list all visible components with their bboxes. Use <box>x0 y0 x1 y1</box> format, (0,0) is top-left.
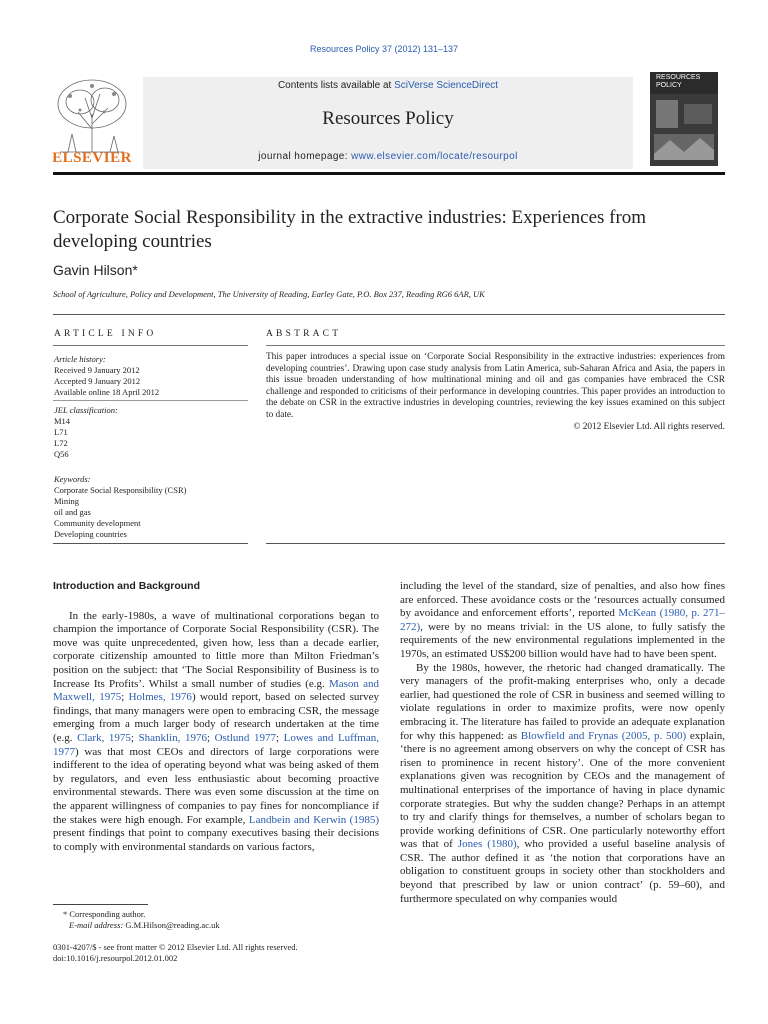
author-name[interactable]: Gavin Hilson <box>53 262 133 278</box>
author-line <box>53 262 138 278</box>
accepted-date: Accepted 9 January 2012 <box>54 376 141 386</box>
keyword: Community development <box>54 518 141 528</box>
body-column-right <box>400 580 725 906</box>
abstract-body <box>266 352 725 433</box>
cover-image-icon <box>650 94 718 166</box>
citation-link[interactable]: Holmes, 1976 <box>128 691 192 704</box>
keywords-label: Keywords: <box>54 474 91 484</box>
paragraph-continued <box>400 580 725 662</box>
keywords <box>54 474 249 540</box>
homepage-prefix: journal homepage: <box>258 151 352 162</box>
history-divider <box>53 400 248 401</box>
contents-line <box>143 80 633 91</box>
abstract-text: This paper introduces a special issue on ‘Corporate Social Responsibility in the extractive industries: experiences from developing countries’. Drawing upon case study analysis from Latin America, sub-Saharan Africa and Asia, the papers in this issue broaden understanding of how multinational mining and oil and gas companies have embraced the CSR challenge and responded to criticisms of their performance in developing countries. This paper provides an introduction to the debate on CSR in the extractive industries in developing countries, reviewing the key issues examined on this subject to date. <box>266 352 725 420</box>
keyword: Developing countries <box>54 529 127 539</box>
jel-classification <box>54 405 249 460</box>
journal-homepage-line <box>143 151 633 162</box>
text-run: present findings that point to company executives basing their decisions to comply with environmental standards on various factors, <box>53 827 379 853</box>
corresponding-author-mark[interactable]: * <box>132 262 138 278</box>
keyword: oil and gas <box>54 507 91 517</box>
article-history <box>54 354 249 398</box>
history-label: Article history: <box>54 354 106 364</box>
paragraph <box>53 610 379 855</box>
citation-link[interactable]: Lowes and Luffman, 1977 <box>53 731 379 758</box>
contents-prefix: Contents lists available at <box>277 80 395 91</box>
cover-title: RESOURCES POLICY <box>656 74 701 89</box>
text-run: ) was that most CEOs and directors of large corporations were indifferent to the idea of operating beyond what was being asked of them by regulators, and even less enthusiastic about becoming proactive environmental stewards. There was even some discussion at the time on the apparent willingness of companies to pay fines for noncompliance if the stakes were high enough. For example, <box>53 745 379 826</box>
jel-label: JEL classification: <box>54 405 118 415</box>
article-info-rule <box>53 345 248 346</box>
corresponding-note: * Corresponding author. <box>63 909 146 919</box>
article-title: Corporate Social Responsibility in the extractive industries: Experiences from developing countries <box>53 207 647 252</box>
email-address[interactable]: G.M.Hilson@reading.ac.uk <box>125 920 220 930</box>
citation-link[interactable]: Landbein and Kerwin (1985) <box>248 813 380 826</box>
abstract-bottom-rule <box>266 543 725 544</box>
online-date: Available online 18 April 2012 <box>54 387 160 397</box>
body-column-left <box>53 580 379 854</box>
homepage-link[interactable]: www.elsevier.com/locate/resourpol <box>351 151 518 162</box>
text-run: including the level of the standard, size of penalties, and also how fines are enforced. These avoidance costs or the ‘resources actually consumed by avoidance and enforcement efforts’, reported <box>400 580 725 620</box>
doi-line[interactable]: doi:10.1016/j.resourpol.2012.01.002 <box>53 953 178 963</box>
issn-line: 0301-4207/$ - see front matter © 2012 Elsevier Ltd. All rights reserved. <box>53 942 298 952</box>
author-affiliation: School of Agriculture, Policy and Development, The University of Reading, Earley Gate, P.O. Box 237, Reading RG6 6AR, UK <box>53 289 485 299</box>
citation-link[interactable]: Blowfield and Frynas (2005, p. 500) <box>520 729 687 742</box>
jel-code: M14 <box>54 416 71 426</box>
abstract-rule <box>266 345 725 346</box>
text-run: In the early-1980s, a wave of multinational corporations began to champion the importance of Corporate Social Responsibility (CSR). The move was quite unprecedented, given how, less than a decade earlier, corporate citizenship amounted to little more than Milton Friedman’s position on the subject: that ‘The Social Responsibility of Business is to Increase Its Profits’. Whilst a small number of studies (e.g. <box>53 609 379 690</box>
citation-link[interactable]: Clark, 1975 <box>77 731 131 744</box>
citation-link[interactable]: Ostlund 1977 <box>214 731 276 744</box>
text-run: , who provided a useful baseline analysis of CSR. The author defined it as ‘the notion that corporations have an obligation to constituent groups in society other than stockholders and beyond that prescribed by law or union contract’ (p. 59–60), and furthermore speculated on why companies would <box>400 838 726 905</box>
jel-code: Q56 <box>54 449 69 459</box>
footnote <box>53 909 379 931</box>
citation-link[interactable]: Shanklin, 1976 <box>138 731 207 744</box>
text-run: explain, ‘there is no agreement among observers on why the concept of CSR has risen to prominence in recent history’. One of the more convenient explanations given was recognition by CEOs and the management of multinational enterprises of the importance of having in place dynamic corporate strategies. But why the sudden change? Perhaps in an attempt to try and clarify things for themselves, a number of scholars began to provide working definitions of CSR. One particularly noteworthy effort was that of <box>400 729 725 851</box>
text-run: ; <box>206 731 215 744</box>
affiliation-divider <box>53 314 725 315</box>
journal-title: Resources Policy <box>322 108 454 129</box>
front-matter <box>53 942 379 964</box>
received-date: Received 9 January 2012 <box>54 365 140 375</box>
email-label: E-mail address: <box>69 920 126 930</box>
header-divider <box>53 172 725 175</box>
paragraph <box>400 662 725 907</box>
keyword: Mining <box>54 496 80 506</box>
citation-link[interactable]: McKean (1980, p. 271–272) <box>400 607 725 633</box>
sciencedirect-link[interactable]: SciVerse ScienceDirect <box>394 80 499 91</box>
email-line <box>53 920 379 931</box>
article-info-heading: ARTICLE INFO <box>54 329 157 339</box>
jel-code: L72 <box>54 438 68 448</box>
text-run: By the 1980s, however, the rhetoric had changed dramatically. The very managers of the profit-making enterprises who, only a decade earlier, had questioned the role of CSR in business and seemed willing to violate regulations in order to maximize profits, were now openly embracing it. The literature has failed to provide an adequate explanation for why this happened: as <box>400 661 725 742</box>
journal-cover-thumbnail[interactable] <box>650 72 718 166</box>
elsevier-wordmark: ELSEVIER <box>52 150 132 166</box>
footnote-rule <box>53 904 148 905</box>
text-run: ) would report, based on selected survey findings, that many managers were open to embracing CSR, the message emerging from a much larger body of research undertaken at the time (e.g. <box>53 691 379 744</box>
article-info-bottom-rule <box>53 543 248 544</box>
text-run: ; <box>121 691 129 704</box>
abstract-heading: ABSTRACT <box>266 329 342 339</box>
section-heading: Introduction and Background <box>53 580 200 592</box>
abstract-copyright: © 2012 Elsevier Ltd. All rights reserved. <box>573 421 725 432</box>
citation-link[interactable]: Mason and Maxwell, 1975 <box>53 677 379 704</box>
text-run: ; <box>130 731 139 744</box>
text-run: , were by no means trivial: in the US alone, to fully satisfy the requirements of the new environmental regulations implemented in the 1970s, an estimated US$200 billion would have had to have been spent. <box>400 620 725 660</box>
citation-link[interactable]: Jones (1980) <box>457 838 517 851</box>
jel-code: L71 <box>54 427 68 437</box>
keyword: Corporate Social Responsibility (CSR) <box>54 485 187 495</box>
text-run: ; <box>275 731 284 744</box>
journal-citation[interactable]: Resources Policy 37 (2012) 131–137 <box>309 44 459 54</box>
